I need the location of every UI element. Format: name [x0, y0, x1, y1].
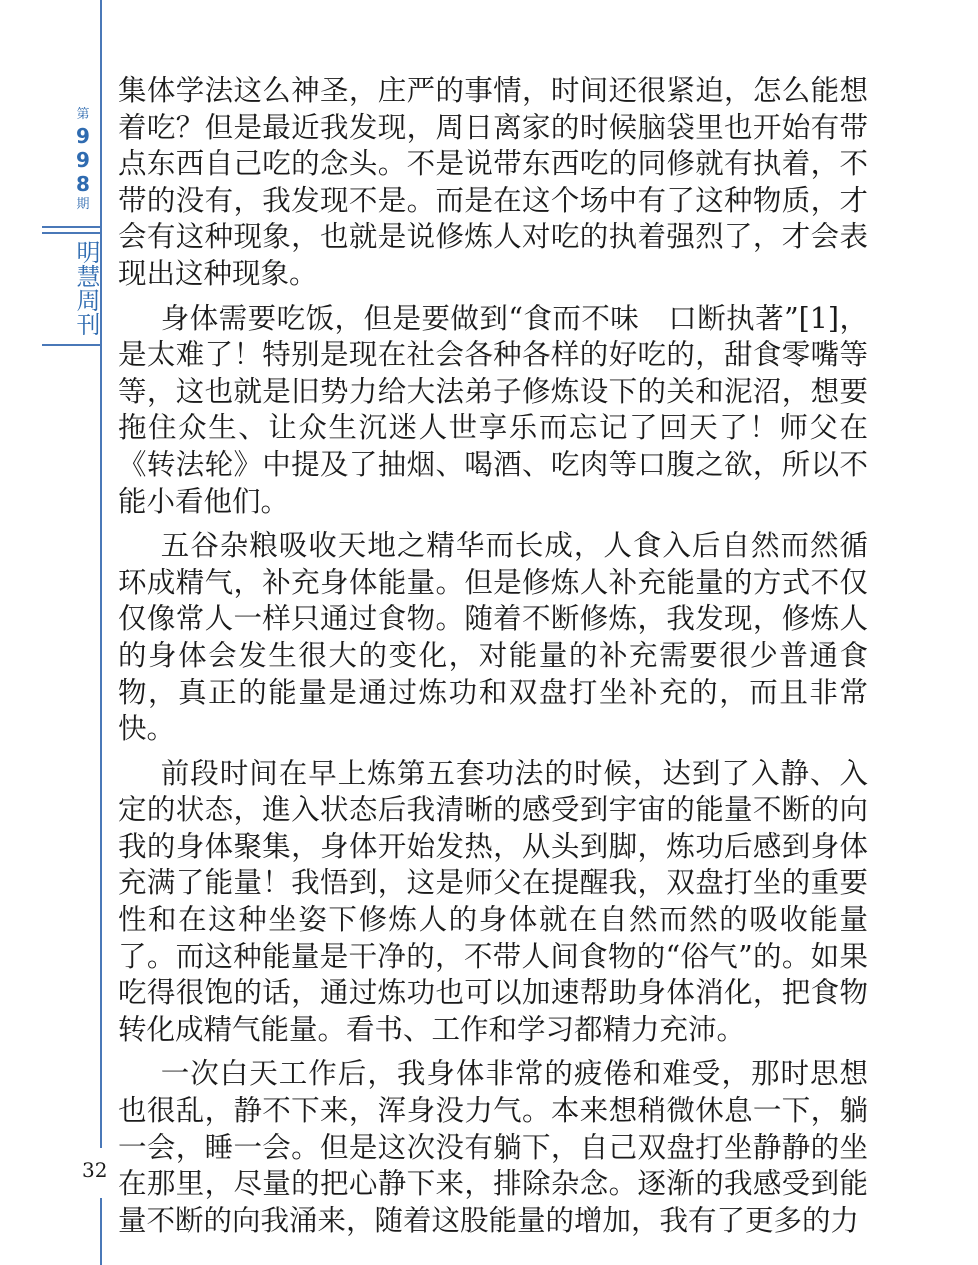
- paragraph-5: 一次白天工作后，我身体非常的疲倦和难受，那时思想也很乱，静不下来，浑身没力气。本来想稍微休息一下，躺一会，睡一会。但是这次没有躺下，自己双盘打坐静静的坐在那里，尽量的把心静下来，排除杂念。逐渐的我感受到能量不断的向我涌来，随着这股能量的增加，我有了更多的力: [118, 1057, 868, 1237]
- magazine-title: 明慧周刊: [72, 240, 100, 336]
- paragraph-3: 五谷杂粮吸收天地之精华而长成，人食入后自然而然循环成精气，补充身体能量。但是修炼人补充能量的方式不仅仅像常人一样只通过食物。随着不断修炼，我发现，修炼人的身体会发生很大的变化，对能量的补充需要很少普通食物，真正的能量是通过炼功和双盘打坐补充的，而且非常快。: [118, 529, 868, 746]
- sidebar-divider-bottom: [42, 344, 100, 346]
- sidebar-divider-top: [42, 226, 100, 228]
- page-number: 32: [82, 1158, 108, 1182]
- issue-digit-3: 8: [76, 172, 90, 196]
- issue-digit-2: 9: [76, 148, 90, 172]
- margin-rule-top: [100, 0, 102, 1148]
- issue-number: [66, 106, 100, 214]
- issue-suffix: 期: [76, 197, 90, 212]
- issue-digit-1: 9: [76, 124, 90, 148]
- paragraph-4: 前段时间在早上炼第五套功法的时候，达到了入静、入定的状态，進入状态后我清晰的感受到宇宙的能量不断的向我的身体聚集，身体开始发热，从头到脚，炼功后感到身体充满了能量！我悟到，这是师父在提醒我，双盘打坐的重要性和在这种坐姿下修炼人的身体就在自然而然的吸收能量了。而这种能量是干净的，不带人间食物的“俗气”的。如果吃得很饱的话，通过炼功也可以加速帮助身体消化，把食物转化成精气能量。看书、工作和学习都精力充沛。: [118, 756, 868, 1046]
- paragraph-1: 集体学法这么神圣，庄严的事情，时间还很紧迫，怎么能想着吃？但是最近我发现，周日离家的时候脑袋里也开始有带点东西自己吃的念头。不是说带东西吃的同修就有执着，不带的没有，我发现不是。而是在这个场中有了这种物质，才会有这种现象，也就是说修炼人对吃的执着强烈了，才会表现出这种现象。: [118, 74, 868, 290]
- issue-prefix: 第: [76, 107, 90, 122]
- article-body: [118, 73, 868, 1247]
- paragraph-2: 身体需要吃饭，但是要做到“食而不味 口断执著”[1]，是太难了！特别是现在社会各种各样的好吃的，甜食零嘴等等，这也就是旧势力给大法弟子修炼设下的关和泥沼，想要拖住众生、让众生沉迷人世享乐而忘记了回天了！师父在《转法轮》中提及了抽烟、喝酒、吃肉等口腹之欲，所以不能小看他们。: [118, 301, 868, 518]
- margin-rule-bottom: [100, 1198, 102, 1265]
- sidebar-divider-top-2: [42, 232, 100, 234]
